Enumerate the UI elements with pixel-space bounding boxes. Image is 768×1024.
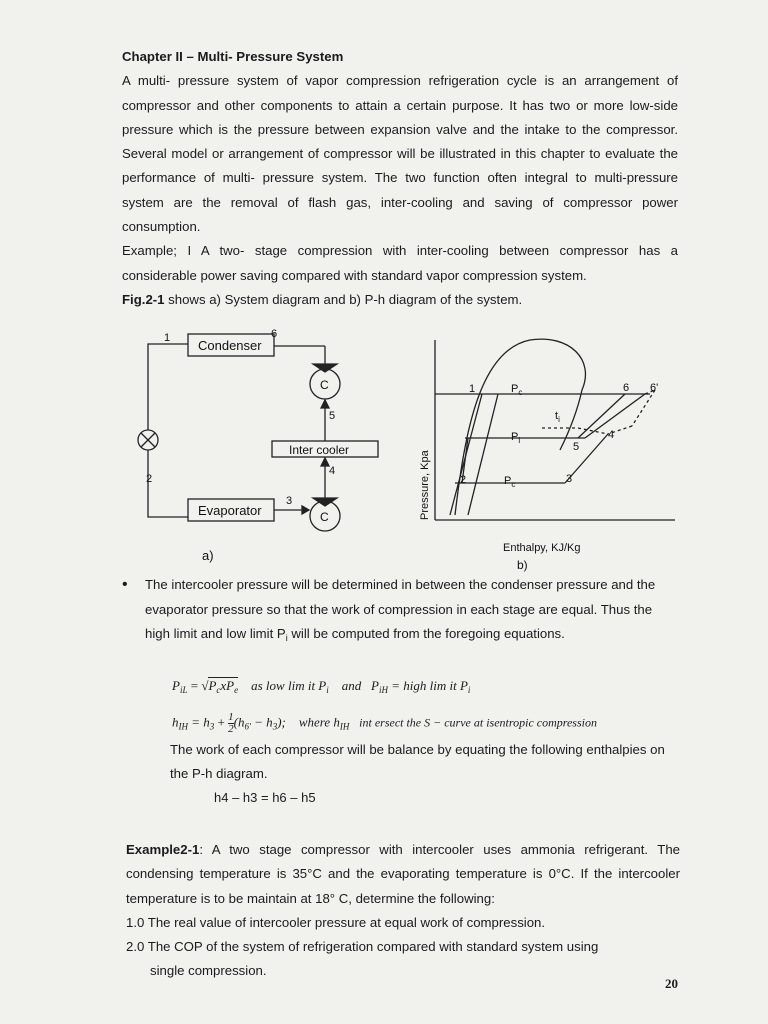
example-section <box>126 838 680 984</box>
page-number: 20 <box>665 976 678 991</box>
ph-point-6: 6 <box>623 382 630 394</box>
figure-a-caption: a) <box>202 548 214 563</box>
ph-xlabel: Enthalpy, KJ/Kg <box>503 542 581 554</box>
point-6-label: 6 <box>271 328 278 340</box>
ph-point-6-prime: 6' <box>650 382 659 394</box>
fraction-half: $\frac{1}{2}$ <box>228 711 234 735</box>
example-label: Example2-1 <box>126 842 200 857</box>
evaporator-label: Evaporator <box>198 503 262 518</box>
point-3-label: 3 <box>286 495 293 507</box>
compressor-low-label: C <box>320 510 329 524</box>
paragraph-example: Example; I A two- stage compression with inter-cooling between compressor has a considerable power saving compared with standard vapor compression system. <box>122 243 678 283</box>
figure-b-caption: b) <box>517 558 528 572</box>
intercooler-label: Inter cooler <box>289 443 350 457</box>
formula-limits: $P_{iL} = √P_cxP_e$ as low lim it $P_i$ and $P_{iH}$ = high lim it $P_i$ <box>172 678 471 695</box>
equation-work-balance: h4 – h3 = h6 – h5 <box>214 790 316 805</box>
bullet-dot-icon: • <box>122 576 128 593</box>
sqrt-icon: √ <box>201 678 209 693</box>
example-text: : A two stage compressor with intercooler uses ammonia refrigerant. The condensing temperature is 35°C and the evaporating temperature is 0°C. If the intercooler temperature is to be maintain at 18° C, determine the following: <box>126 842 680 906</box>
paragraph-intro: A multi- pressure system of vapor compression refrigeration cycle is an arrangement of compressor and other components to attain a certain purpose. It has two or more low-side pressure which is the pressure between expansion valve and the intake to the compressor. Several model or arrangement of compressor will be illustrated in this chapter to evaluate the performance of multi- pressure system. The two function often integral to multi-pressure system are the removal of flash gas, inter-cooling and saving of compressor power consumption. <box>122 73 678 235</box>
ph-point-3: 3 <box>566 473 573 485</box>
chapter-heading: Chapter II – Multi- Pressure System <box>122 49 344 64</box>
example-item-2: 2.0 The COP of the system of refrigeration compared with standard system using <box>126 939 599 955</box>
ti-label: $t_i$ <box>555 410 560 424</box>
ph-point-1: 1 <box>469 383 476 395</box>
compressor-high-label: C <box>320 378 329 392</box>
ph-point-4: 4 <box>608 429 615 441</box>
figure-ref-text: shows a) System diagram and b) P-h diagram of the system. <box>164 291 523 307</box>
figure-ref-label: Fig.2-1 <box>122 291 165 307</box>
ph-point-5: 5 <box>573 441 580 453</box>
ph-diagram <box>410 330 700 580</box>
example-item-1: 1.0 The real value of intercooler pressure at equal work of compression. <box>126 914 546 930</box>
condenser-label: Condenser <box>198 338 262 353</box>
pc-label: $P_c$ <box>511 383 523 397</box>
point-4-label: 4 <box>329 465 336 477</box>
point-2-label: 2 <box>146 473 153 485</box>
ph-point-2: 2 <box>460 474 467 486</box>
bullet-paragraph: • The intercooler pressure will be determined in between the condenser pressure and the evaporator pressure so that the work of compression in each stage are equal. Thus the high limit and low limit $P_i$ will be computed from the foregoing equations. <box>145 573 675 651</box>
ph-ylabel: Pressure, Kpa <box>419 450 431 520</box>
paragraph-figure-ref <box>122 288 678 312</box>
after-formula-paragraph: The work of each compressor will be balance by equating the following enthalpies on the P-h diagram. <box>170 742 665 782</box>
example-item-2-cont: single compression. <box>150 963 267 979</box>
intro-section <box>122 45 678 312</box>
pi-label: $P_i$ <box>511 431 521 445</box>
pe-label: $P_c$ <box>504 475 516 489</box>
system-diagram <box>110 322 410 572</box>
point-1-label: 1 <box>164 332 171 344</box>
formula-hih: $h_{IH} = h_3$ + $\frac{1}{2}$ $(h_{6'} - h_3)$; where $h_{IH}$ int ersect the S − curve at isentropic compression <box>172 711 597 735</box>
point-5-label: 5 <box>329 410 336 422</box>
